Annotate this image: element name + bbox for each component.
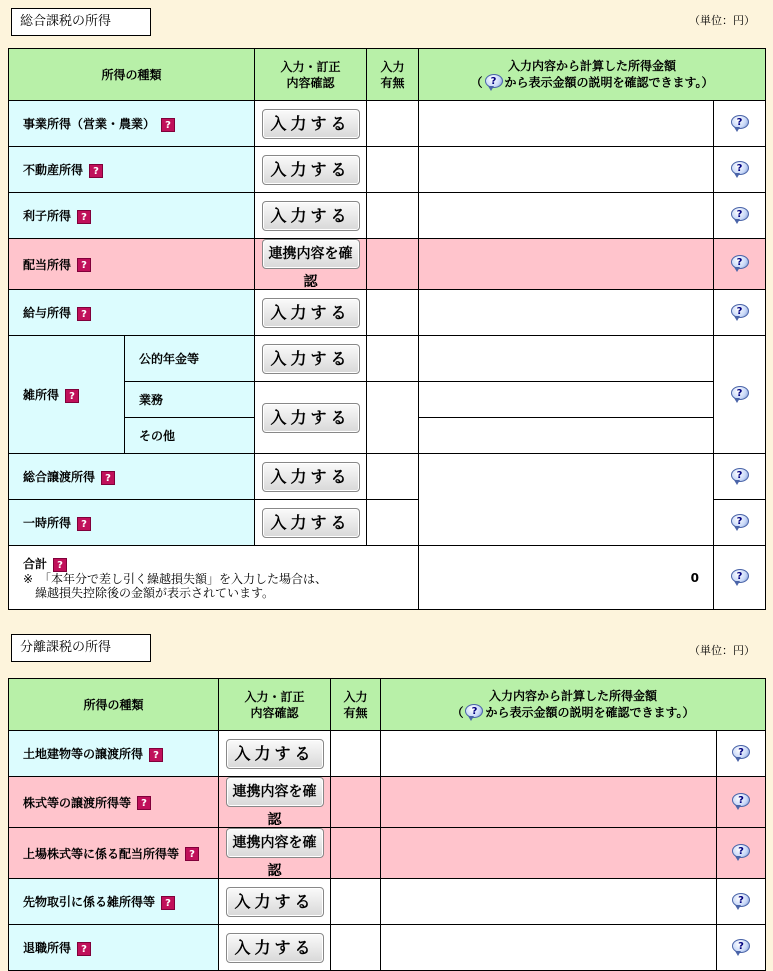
section-title: 分離課税の所得 — [11, 634, 151, 662]
input-button[interactable]: 入力する — [262, 109, 360, 139]
help-bubble-icon[interactable]: ? — [730, 745, 752, 763]
input-button[interactable]: 入力する — [226, 739, 324, 769]
input-status — [367, 290, 419, 336]
row-label: 利子所得 ? — [9, 193, 255, 239]
input-status — [367, 101, 419, 147]
input-status — [367, 193, 419, 239]
help-bubble-icon[interactable]: ? — [729, 386, 751, 404]
help-bubble-icon[interactable]: ? — [730, 939, 752, 957]
amount-cell — [419, 147, 714, 193]
confirm-linked-button[interactable]: 連携内容を確認 — [226, 777, 324, 807]
help-icon[interactable]: ? — [77, 942, 91, 956]
help-bubble-icon[interactable]: ? — [729, 115, 751, 133]
header-type: 所得の種類 — [9, 49, 255, 101]
input-status — [367, 382, 419, 454]
input-button[interactable]: 入力する — [226, 887, 324, 917]
total-note: ※ 「本年分で差し引く繰越損失額」を入力した場合は、 繰越損失控除後の金額が表示されています。 — [23, 572, 328, 600]
input-status — [331, 879, 381, 925]
help-icon[interactable]: ? — [101, 471, 115, 485]
header-exists: 入力 有無 — [331, 679, 381, 731]
amount-cell — [381, 828, 717, 879]
row-label: 不動産所得 ? — [9, 147, 255, 193]
help-icon[interactable]: ? — [77, 307, 91, 321]
help-icon[interactable]: ? — [77, 517, 91, 531]
amount-cell — [381, 925, 717, 971]
row-label: 上場株式等に係る配当所得等 ? — [9, 828, 219, 879]
sub-label: その他 — [125, 418, 255, 454]
input-button[interactable]: 入力する — [262, 344, 360, 374]
row-label: 事業所得（営業・農業） ? — [9, 101, 255, 147]
help-icon[interactable]: ? — [65, 389, 79, 403]
input-status — [367, 147, 419, 193]
amount-cell — [381, 731, 717, 777]
total-label-cell — [9, 546, 419, 610]
input-status — [331, 777, 381, 828]
help-bubble-icon[interactable]: ? — [729, 514, 751, 532]
input-status — [367, 336, 419, 382]
row-label: 土地建物等の譲渡所得 ? — [9, 731, 219, 777]
help-bubble-icon[interactable]: ? — [729, 468, 751, 486]
help-bubble-icon[interactable]: ? — [729, 304, 751, 322]
header-type: 所得の種類 — [9, 679, 219, 731]
help-bubble-icon[interactable]: ? — [730, 793, 752, 811]
income-table — [8, 48, 766, 610]
amount-cell — [419, 239, 714, 290]
help-bubble-icon: ? — [463, 704, 485, 722]
input-status — [331, 731, 381, 777]
sub-label: 公的年金等 — [125, 336, 255, 382]
row-label: 退職所得 ? — [9, 925, 219, 971]
amount-cell — [381, 777, 717, 828]
row-label-misc: 雑所得 ? — [9, 336, 125, 454]
amount-cell — [381, 879, 717, 925]
help-icon[interactable]: ? — [149, 748, 163, 762]
help-bubble-icon[interactable]: ? — [730, 844, 752, 862]
amount-cell — [419, 454, 714, 546]
amount-cell — [419, 382, 714, 418]
help-icon[interactable]: ? — [53, 558, 67, 572]
input-button[interactable]: 入力する — [262, 155, 360, 185]
input-status — [331, 828, 381, 879]
help-bubble-icon[interactable]: ? — [729, 161, 751, 179]
row-label: 配当所得 ? — [9, 239, 255, 290]
help-icon[interactable]: ? — [77, 210, 91, 224]
header-action: 入力・訂正 内容確認 — [219, 679, 331, 731]
section-title: 総合課税の所得 — [11, 8, 151, 36]
header-exists: 入力 有無 — [367, 49, 419, 101]
unit-label: （単位：円） — [689, 14, 755, 27]
input-button[interactable]: 入力する — [262, 462, 360, 492]
input-button[interactable]: 入力する — [262, 508, 360, 538]
help-icon[interactable]: ? — [89, 164, 103, 178]
row-label: 給与所得 ? — [9, 290, 255, 336]
input-status — [367, 239, 419, 290]
unit-label: （単位：円） — [689, 644, 755, 657]
amount-cell — [419, 101, 714, 147]
help-icon[interactable]: ? — [161, 896, 175, 910]
row-label: 一時所得 ? — [9, 500, 255, 546]
help-icon[interactable]: ? — [185, 847, 199, 861]
header-action: 入力・訂正 内容確認 — [255, 49, 367, 101]
input-button[interactable]: 入力する — [262, 298, 360, 328]
row-label: 先物取引に係る雑所得等 ? — [9, 879, 219, 925]
help-icon[interactable]: ? — [137, 796, 151, 810]
confirm-linked-button[interactable]: 連携内容を確認 — [262, 239, 360, 269]
help-bubble-icon[interactable]: ? — [729, 255, 751, 273]
input-button[interactable]: 入力する — [262, 403, 360, 433]
help-bubble-icon[interactable]: ? — [730, 893, 752, 911]
help-icon[interactable]: ? — [77, 258, 91, 272]
confirm-linked-button[interactable]: 連携内容を確認 — [226, 828, 324, 858]
row-label: 株式等の譲渡所得等 ? — [9, 777, 219, 828]
row-label: 総合譲渡所得 ? — [9, 454, 255, 500]
input-button[interactable]: 入力する — [226, 933, 324, 963]
amount-cell — [419, 418, 714, 454]
help-icon[interactable]: ? — [161, 118, 175, 132]
input-status — [367, 500, 419, 546]
total-label: 合計 — [23, 557, 48, 571]
total-amount: 0 — [419, 546, 714, 610]
sub-label: 業務 — [125, 382, 255, 418]
separate-income-table — [8, 678, 766, 971]
amount-cell — [419, 193, 714, 239]
help-bubble-icon[interactable]: ? — [729, 207, 751, 225]
header-amount: 入力内容から計算した所得金額 （ ? から表示金額の説明を確認できます。） — [381, 679, 766, 731]
help-bubble-icon: ? — [483, 74, 505, 92]
input-status — [367, 454, 419, 500]
amount-cell — [419, 290, 714, 336]
input-status — [331, 925, 381, 971]
help-bubble-icon[interactable]: ? — [729, 569, 751, 587]
header-amount: 入力内容から計算した所得金額 （ ? から表示金額の説明を確認できます。） — [419, 49, 766, 101]
input-button[interactable]: 入力する — [262, 201, 360, 231]
amount-cell — [419, 336, 714, 382]
